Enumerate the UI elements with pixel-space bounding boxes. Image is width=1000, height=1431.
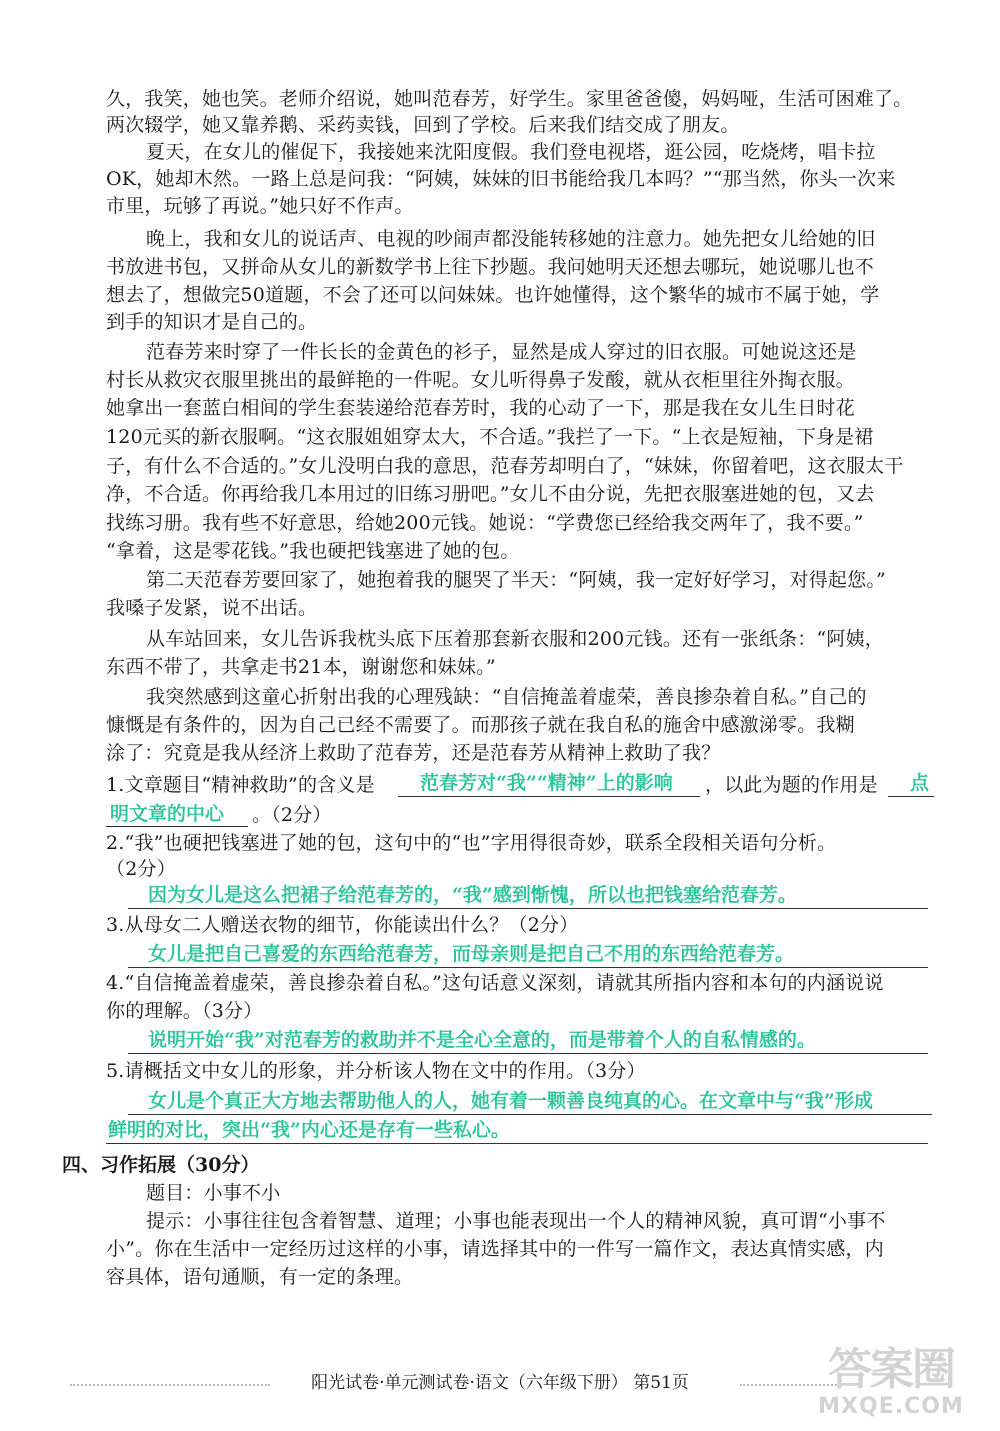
- passage-line: 东西不带了，共拿走书21本，谢谢您和妹妹。”: [106, 656, 496, 678]
- passage-line: 到手的知识才是自己的。: [106, 311, 318, 333]
- passage-line: 我嗓子发紧，说不出话。: [106, 597, 318, 619]
- question-4-text: 4.“自信掩盖着虚荣，善良掺杂着自私。”这句话意义深刻，请就其所指内容和本句的内涵说说: [106, 972, 884, 994]
- passage-line: 范春芳来时穿了一件长长的金黄色的衫子，显然是成人穿过的旧衣服。可她说这还是: [146, 341, 857, 363]
- essay-title: 题目：小事不小: [146, 1182, 281, 1204]
- section-heading: 四、习作拓展（30分）: [62, 1154, 260, 1176]
- passage-line: 她拿出一套蓝白相间的学生套装递给范春芳时，我的心动了一下，那是我在女儿生日时花: [106, 397, 855, 419]
- answer-underline: [888, 796, 934, 797]
- passage-line: 两次辍学，她又靠养鹅、采药卖钱，回到了学校。后来我们结交成了朋友。: [106, 114, 740, 136]
- passage-line: “拿着，这是零花钱。”我也硬把钱塞进了她的包。: [106, 540, 520, 562]
- question-2-answer: 因为女儿是这么把裙子给范春芳的，“我”感到惭愧，所以也把钱塞给范春芳。: [148, 884, 797, 906]
- passage-line: 从车站回来，女儿告诉我枕头底下压着那套新衣服和200元钱。还有一张纸条：“阿姨，: [146, 628, 884, 650]
- watermark-logo-text: 答案圈: [828, 1344, 954, 1395]
- question-1-answer-meaning: 范春芳对“我”“精神”上的影响: [420, 772, 673, 794]
- passage-line: OK，她却木然。一路上总是问我：“阿姨，妹妹的旧书能给我几本吗？”“那当然，你头一次来: [106, 168, 896, 190]
- passage-line: 涂了：究竟是我从经济上救助了范春芳，还是范春芳从精神上救助了我？: [106, 742, 721, 764]
- question-2-text: 2.“我”也硬把钱塞进了她的包，这句中的“也”字用得很奇妙，联系全段相关语句分析。: [106, 832, 837, 854]
- passage-line: 晚上，我和女儿的说话声、电视的吵闹声都没能转移她的注意力。她先把女儿给她的旧: [146, 228, 876, 250]
- essay-hint-line: 小”。你在生活中一定经历过这样的小事，请选择其中的一件写一篇作文，表达真情实感，内: [106, 1238, 884, 1260]
- passage-line: 净，不合适。你再给我几本用过的旧练习册吧。”女儿不由分说，先把衣服塞进她的包，又去: [106, 483, 875, 505]
- question-3-answer: 女儿是把自己喜爱的东西给范春芳，而母亲则是把自己不用的东西给范春芳。: [148, 943, 795, 965]
- question-4-points: 你的理解。（3分）: [106, 1000, 263, 1022]
- question-4-answer: 说明开始“我”对范春芳的救助并不是全心全意的，而是带着个人的自私情感的。: [148, 1029, 816, 1051]
- essay-hint-line: 容具体，语句通顺，有一定的条理。: [106, 1266, 414, 1288]
- question-2-points: （2分）: [106, 858, 176, 880]
- passage-line: 120元买的新衣服啊。“这衣服姐姐穿太大，不合适。”我拦了一下。“上衣是短袖，下身是裙: [106, 426, 874, 448]
- answer-underline: [128, 1053, 928, 1054]
- watermark-logo: [816, 1346, 966, 1424]
- answer-underline: [106, 1143, 928, 1144]
- passage-line: 第二天范春芳要回家了，她抱着我的腿哭了半天：“阿姨，我一定好好学习，对得起您。”: [146, 569, 886, 591]
- passage-line: 市里，玩够了再说。”她只好不作声。: [106, 195, 414, 217]
- passage-line: 找练习册。我有些不好意思，给她200元钱。她说：“学费您已经给我交两年了，我不要。”: [106, 512, 864, 534]
- question-1-prefix: 1.文章题目“精神救助”的含义是: [106, 774, 375, 796]
- passage-line: 久，我笑，她也笑。老师介绍说，她叫范春芳，好学生。家里爸爸傻，妈妈哑，生活可困难了。: [106, 88, 913, 110]
- essay-hint-line: 提示：小事往往包含着智慧、道理；小事也能表现出一个人的精神风貌，真可谓“小事不: [146, 1210, 886, 1232]
- passage-line: 子，有什么不合适的。”女儿没明白我的意思，范春芳却明白了，“妹妹，你留着吧，这衣服太干: [106, 455, 904, 477]
- answer-underline: [106, 826, 248, 827]
- watermark-url: MXQE.COM: [818, 1394, 964, 1419]
- passage-line: 想去了，想做完50道题，不会了还可以问妹妹。也许她懂得，这个繁华的城市不属于她，学: [106, 284, 880, 306]
- question-5-text: 5.请概括文中女儿的形象，并分析该人物在文中的作用。（3分）: [106, 1060, 646, 1082]
- answer-underline: [128, 908, 928, 909]
- passage-line: 慷慨是有条件的，因为自己已经不需要了。而那孩子就在我自私的施舍中感激涕零。我糊: [106, 714, 855, 736]
- question-1-points: 。（2分）: [252, 804, 332, 826]
- question-3-text: 3.从母女二人赠送衣物的细节，你能读出什么？（2分）: [106, 914, 579, 936]
- passage-line: 书放进书包，又拼命从女儿的新数学书上往下抄题。我问她明天还想去哪玩，她说哪儿也不: [106, 256, 875, 278]
- passage-line: 夏天，在女儿的催促下，我接她来沈阳度假。我们登电视塔，逛公园，吃烧烤，唱卡拉: [146, 141, 876, 163]
- question-1-answer-purpose-end: 明文章的中心: [110, 803, 225, 825]
- answer-underline: [128, 967, 928, 968]
- question-5-answer-line-1: 女儿是个真正大方地去帮助他人的人，她有着一颗善良纯真的心。在文章中与“我”形成: [148, 1090, 873, 1112]
- answer-underline: [128, 1114, 932, 1115]
- question-5-answer-line-2: 鲜明的对比，突出“我”内心还是存有一些私心。: [108, 1119, 510, 1141]
- question-1-middle: ，以此为题的作用是: [705, 774, 878, 796]
- passage-line: 我突然感到这童心折射出我的心理残缺：“自信掩盖着虚荣，善良掺杂着自私。”自己的: [146, 686, 867, 708]
- page-footer: 阳光试卷·单元测试卷·语文（六年级下册） 第51页: [311, 1373, 689, 1393]
- question-1-answer-purpose-start: 点: [910, 772, 930, 794]
- answer-underline: [398, 796, 700, 797]
- passage-line: 村长从救灾衣服里挑出的最鲜艳的一件呢。女儿听得鼻子发酸，就从衣柜里往外掏衣服。: [106, 369, 855, 391]
